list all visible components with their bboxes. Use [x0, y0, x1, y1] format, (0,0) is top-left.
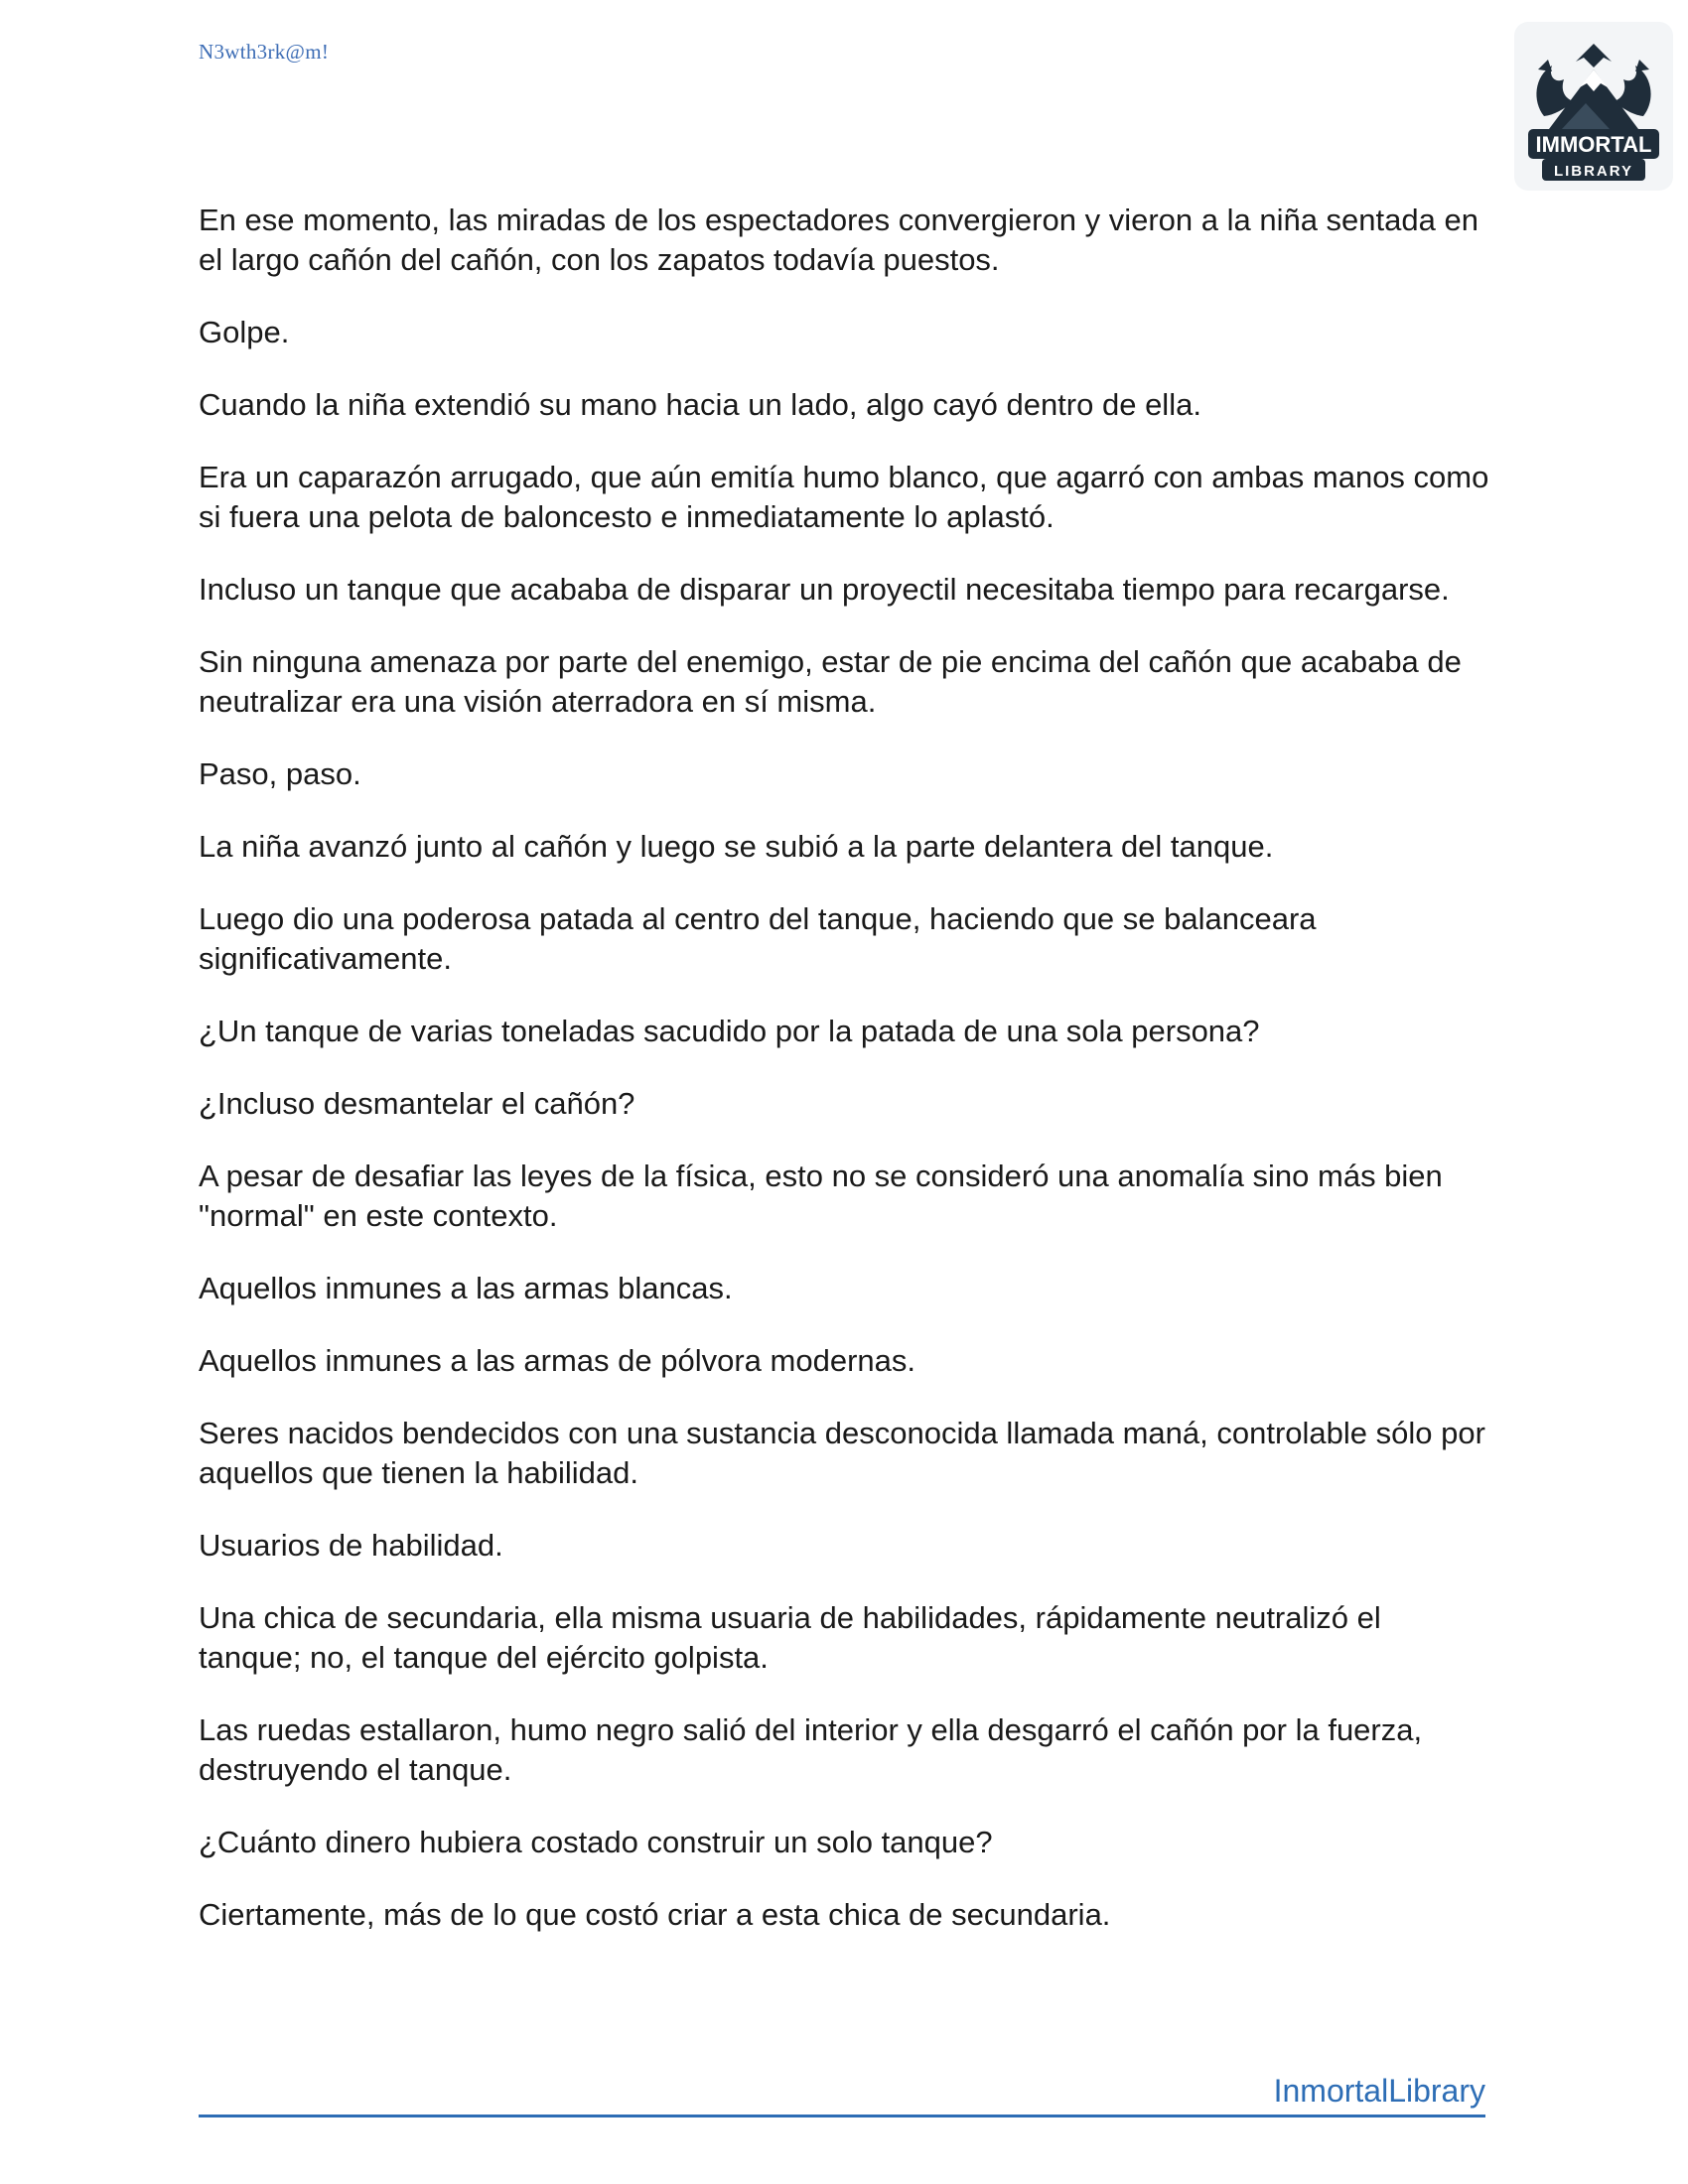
paragraph: Cuando la niña extendió su mano hacia un lado, algo cayó dentro de ella. — [199, 387, 1201, 422]
paragraph: La niña avanzó junto al cañón y luego se subió a la parte delantera del tanque. — [199, 829, 1274, 864]
immortal-library-logo — [1514, 22, 1673, 191]
paragraph: Luego dio una poderosa patada al centro del tanque, haciendo que se balanceara significativamente. — [199, 901, 1317, 976]
paragraph: ¿Cuánto dinero hubiera costado construir un solo tanque? — [199, 1825, 993, 1859]
header-code: N3wth3rk@m! — [199, 40, 330, 64]
paragraph: Las ruedas estallaron, humo negro salió del interior y ella desgarró el cañón por la fuerza, destruyendo el tanque. — [199, 1712, 1423, 1787]
paragraph: Paso, paso. — [199, 756, 361, 791]
paragraph: En ese momento, las miradas de los espectadores convergieron y vieron a la niña sentada en el largo cañón del cañón, con los zapatos todavía puestos. — [199, 203, 1478, 277]
paragraph: Era un caparazón arrugado, que aún emitía humo blanco, que agarró con ambas manos como si fuera una pelota de baloncesto e inmediatamente lo aplastó. — [199, 460, 1489, 534]
footer-rule — [199, 2073, 1485, 2117]
paragraph: Seres nacidos bendecidos con una sustancia desconocida llamada maná, controlable sólo por aquellos que tienen la habilidad. — [199, 1416, 1485, 1490]
paragraph: Una chica de secundaria, ella misma usuaria de habilidades, rápidamente neutralizó el tanque; no, el tanque del ejército golpista. — [199, 1600, 1381, 1675]
paragraph: Ciertamente, más de lo que costó criar a esta chica de secundaria. — [199, 1897, 1111, 1932]
dragons-mountain-emblem-icon — [1514, 22, 1673, 191]
chapter-body — [199, 201, 1489, 1968]
paragraph: Golpe. — [199, 315, 290, 349]
paragraph: Sin ninguna amenaza por parte del enemigo, estar de pie encima del cañón que acababa de neutralizar era una visión aterradora en sí misma. — [199, 644, 1462, 719]
footer-inmortal-library-link[interactable]: InmortalLibrary — [1273, 2073, 1485, 2109]
logo-word-immortal: IMMORTAL — [1535, 132, 1652, 157]
logo-word-library: LIBRARY — [1553, 163, 1634, 180]
paragraph: Aquellos inmunes a las armas blancas. — [199, 1271, 733, 1305]
paragraph: A pesar de desafiar las leyes de la física, esto no se consideró una anomalía sino más bien "normal" en este contexto. — [199, 1159, 1443, 1233]
paragraph: Aquellos inmunes a las armas de pólvora modernas. — [199, 1343, 915, 1378]
paragraph: ¿Un tanque de varias toneladas sacudido por la patada de una sola persona? — [199, 1014, 1260, 1048]
paragraph: Usuarios de habilidad. — [199, 1528, 503, 1563]
paragraph: ¿Incluso desmantelar el cañón? — [199, 1086, 635, 1121]
paragraph: Incluso un tanque que acababa de disparar un proyectil necesitaba tiempo para recargarse. — [199, 572, 1450, 607]
